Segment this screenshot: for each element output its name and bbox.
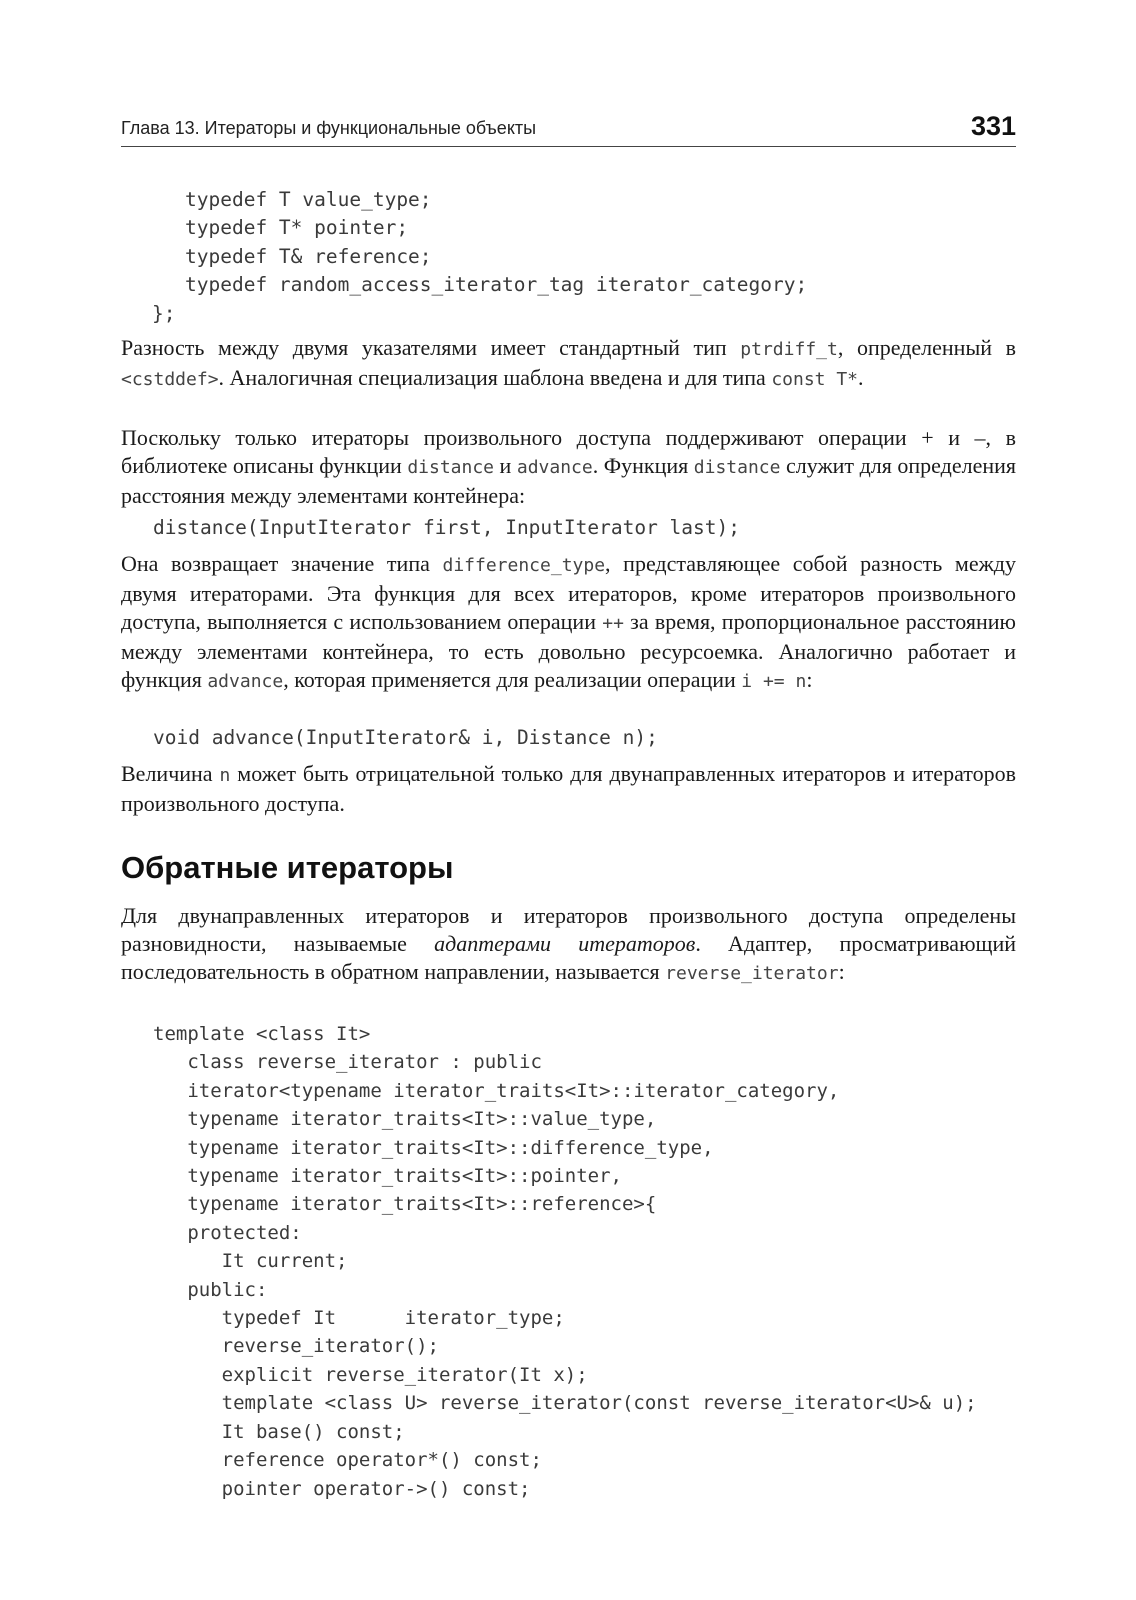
code-block-distance	[153, 514, 1016, 542]
running-header	[121, 112, 1016, 147]
code-line: distance(InputIterator first, InputIterator last);	[153, 516, 740, 539]
book-page	[121, 0, 1016, 1600]
paragraph-ptrdiff: Разность между двумя указателями имеет стандартный тип ptrdiff_t, определенный в <cstddef>. Аналогичная специализация шаблона введена и для типа const T*.	[121, 335, 1016, 390]
code-block-advance	[153, 724, 1016, 752]
paragraph-adapters: Для двунаправленных итераторов и итераторов произвольного доступа определены разновидности, называемые адаптерами итераторов. Адаптер, просматривающий последовательность в обратном направлении, называется reverse_iterator:	[121, 903, 1016, 984]
chapter-title: Глава 13. Итераторы и функциональные объекты	[121, 118, 537, 138]
paragraph-difference-type: Она возвращает значение типа difference_type, представляющее собой разность между двумя итераторами. Эта функция для всех итераторов, кроме итераторов произвольного доступа, выполняется с использованием операции ++ за время, пропорциональное расстоянию между элементами контейнера, то есть довольно ресурсоемка. Аналогично работает и функция advance, которая применяется для реализации операции i += n:	[121, 551, 1016, 692]
code-line: template <class It> class reverse_iterator : public iterator<typename iterator_traits<It>::iterator_category, typename iterator_traits<It>::value_type, typename iterator_traits<It>::difference_type, typename iterator_traits<It>::pointer, typename iterator_traits<It>::reference>{ protected: It current; public: typedef It iterator_type; reverse_iterator(); explicit reverse_iterator(It x); template <class U> reverse_iterator(const reverse_iterator<U>& u); It base() const; reference operator*() const; pointer operator->() const;	[153, 1023, 977, 1500]
section-heading: Обратные итераторы	[121, 850, 454, 885]
page-number: 331	[970, 111, 1016, 141]
code-line: typedef T value_type; typedef T* pointer; typedef T& reference; typedef random_access_iterator_tag iterator_category; };	[152, 188, 808, 325]
code-line: void advance(InputIterator& i, Distance n);	[153, 726, 658, 749]
paragraph-distance-advance: Поскольку только итераторы произвольного доступа поддерживают операции + и –, в библиотеке описаны функции distance и advance. Функция distance служит для определения расстояния между элементами контейнера:	[121, 425, 1017, 508]
code-block-reverse-iterator	[153, 1020, 1016, 1503]
code-block-typedefs	[152, 186, 1016, 328]
paragraph-negative-n: Величина n может быть отрицательной только для двунаправленных итераторов и итераторов произвольного доступа.	[121, 761, 1016, 816]
